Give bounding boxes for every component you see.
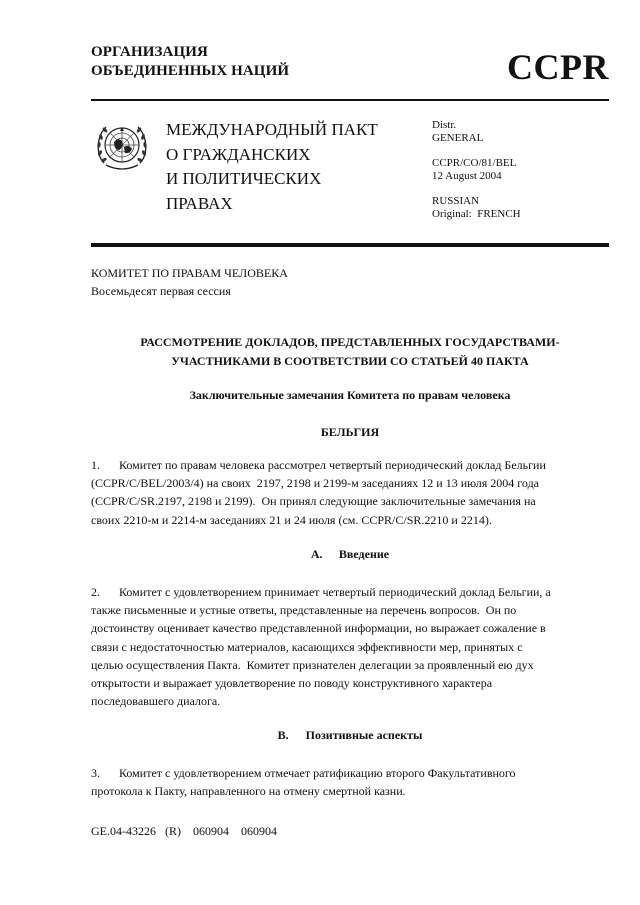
document-page: [91, 0, 609, 905]
paragraph-line: достоинству оценивает качество представленной информации, но выражает сожаление в: [91, 621, 546, 636]
paragraph-1: [91, 456, 609, 529]
paragraph-line: своих 2210-м и 2214-м заседаниях 21 и 24 июля (см. CCPR/C/SR.2210 и 2214).: [91, 512, 492, 527]
paragraph-3: [91, 764, 609, 800]
covenant-title-line: ПРАВАХ: [166, 193, 233, 213]
section-title: Позитивные аспекты: [305, 728, 423, 742]
paragraph-line: целью осуществления Пакта. Комитет признателен делегации за проявленный ею дух: [91, 657, 534, 672]
paragraph-line: связи с недостаточностью материалов, касающихся эффективности мер, принятых с: [91, 639, 523, 654]
paragraph-2: [91, 583, 609, 710]
covenant-title-line: И ПОЛИТИЧЕСКИХ: [166, 169, 322, 188]
paragraph-line: (CCPR/C/SR.2197, 2198 и 2199). Он принял следующие заключительные замечания на: [91, 494, 536, 509]
distr-label: Distr.: [432, 119, 457, 131]
distr-value: GENERAL: [432, 132, 484, 144]
country-heading: БЕЛЬГИЯ: [320, 425, 380, 439]
committee-info: [91, 264, 288, 300]
organization-line: ОБЪЕДИНЕННЫХ НАЦИЙ: [91, 63, 290, 79]
session-name: Восемьдесят первая сессия: [91, 284, 231, 298]
paragraph-line: Комитет с удовлетворением отмечает ратификацию второго Факультативного: [119, 766, 516, 780]
main-heading-line: УЧАСТНИКАМИ В СООТВЕТСТВИИ СО СТАТЬЕЙ 40 ПАКТА: [171, 354, 529, 368]
paragraph-number: 3.: [91, 766, 100, 780]
distribution-info: [432, 119, 521, 221]
paragraph-number: 1.: [91, 458, 100, 472]
covenant-title-line: МЕЖДУНАРОДНЫЙ ПАКТ: [166, 120, 378, 139]
paragraph-line: также письменные и устные ответы, представленные на перечень вопросов. Он по: [91, 603, 517, 618]
paragraph-line: открытости и выражает удовлетворение по поводу конструктивного характера: [91, 676, 493, 691]
document-date: 12 August 2004: [432, 170, 502, 182]
organization-line: ОРГАНИЗАЦИЯ: [91, 44, 208, 60]
covenant-title-line: О ГРАЖДАНСКИХ: [166, 144, 311, 164]
section-heading-b: [91, 726, 609, 744]
section-letter: A.: [310, 547, 323, 561]
document-language: RUSSIAN: [432, 195, 480, 207]
section-heading-a: [91, 545, 609, 563]
paragraph-number: 2.: [91, 585, 100, 599]
section-title: Введение: [338, 547, 390, 561]
document-series-symbol: CCPR: [507, 47, 609, 87]
covenant-title: [166, 118, 378, 216]
header-bottom-divider: [91, 243, 609, 247]
sub-heading: Заключительные замечания Комитета по правам человека: [189, 388, 511, 402]
committee-name: КОМИТЕТ ПО ПРАВАМ ЧЕЛОВЕКА: [91, 266, 288, 280]
paragraph-line: Комитет по правам человека рассмотрел четвертый периодический доклад Бельгии: [119, 458, 546, 472]
paragraph-line: Комитет с удовлетворением принимает четвертый периодический доклад Бельгии, а: [119, 585, 551, 599]
paragraph-line: последовавшего диалога.: [91, 694, 221, 709]
original-language: Original: FRENCH: [432, 208, 521, 220]
document-symbol: CCPR/CO/81/BEL: [432, 157, 517, 169]
main-heading-line: РАССМОТРЕНИЕ ДОКЛАДОВ, ПРЕДСТАВЛЕННЫХ ГОСУДАРСТВАМИ-: [140, 335, 560, 349]
document-job-number: GE.04-43226 (R) 060904 060904: [91, 824, 277, 838]
organization-name: [91, 43, 289, 81]
paragraph-line: протокола к Пакту, направленного на отмену смертной казни.: [91, 784, 406, 799]
un-emblem-icon: [94, 117, 150, 175]
main-heading: [91, 333, 609, 371]
header-divider: [91, 99, 609, 101]
section-letter: B.: [277, 728, 289, 742]
paragraph-line: (CCPR/C/BEL/2003/4) на своих 2197, 2198 и 2199-м заседаниях 12 и 13 июля 2004 года: [91, 476, 540, 491]
